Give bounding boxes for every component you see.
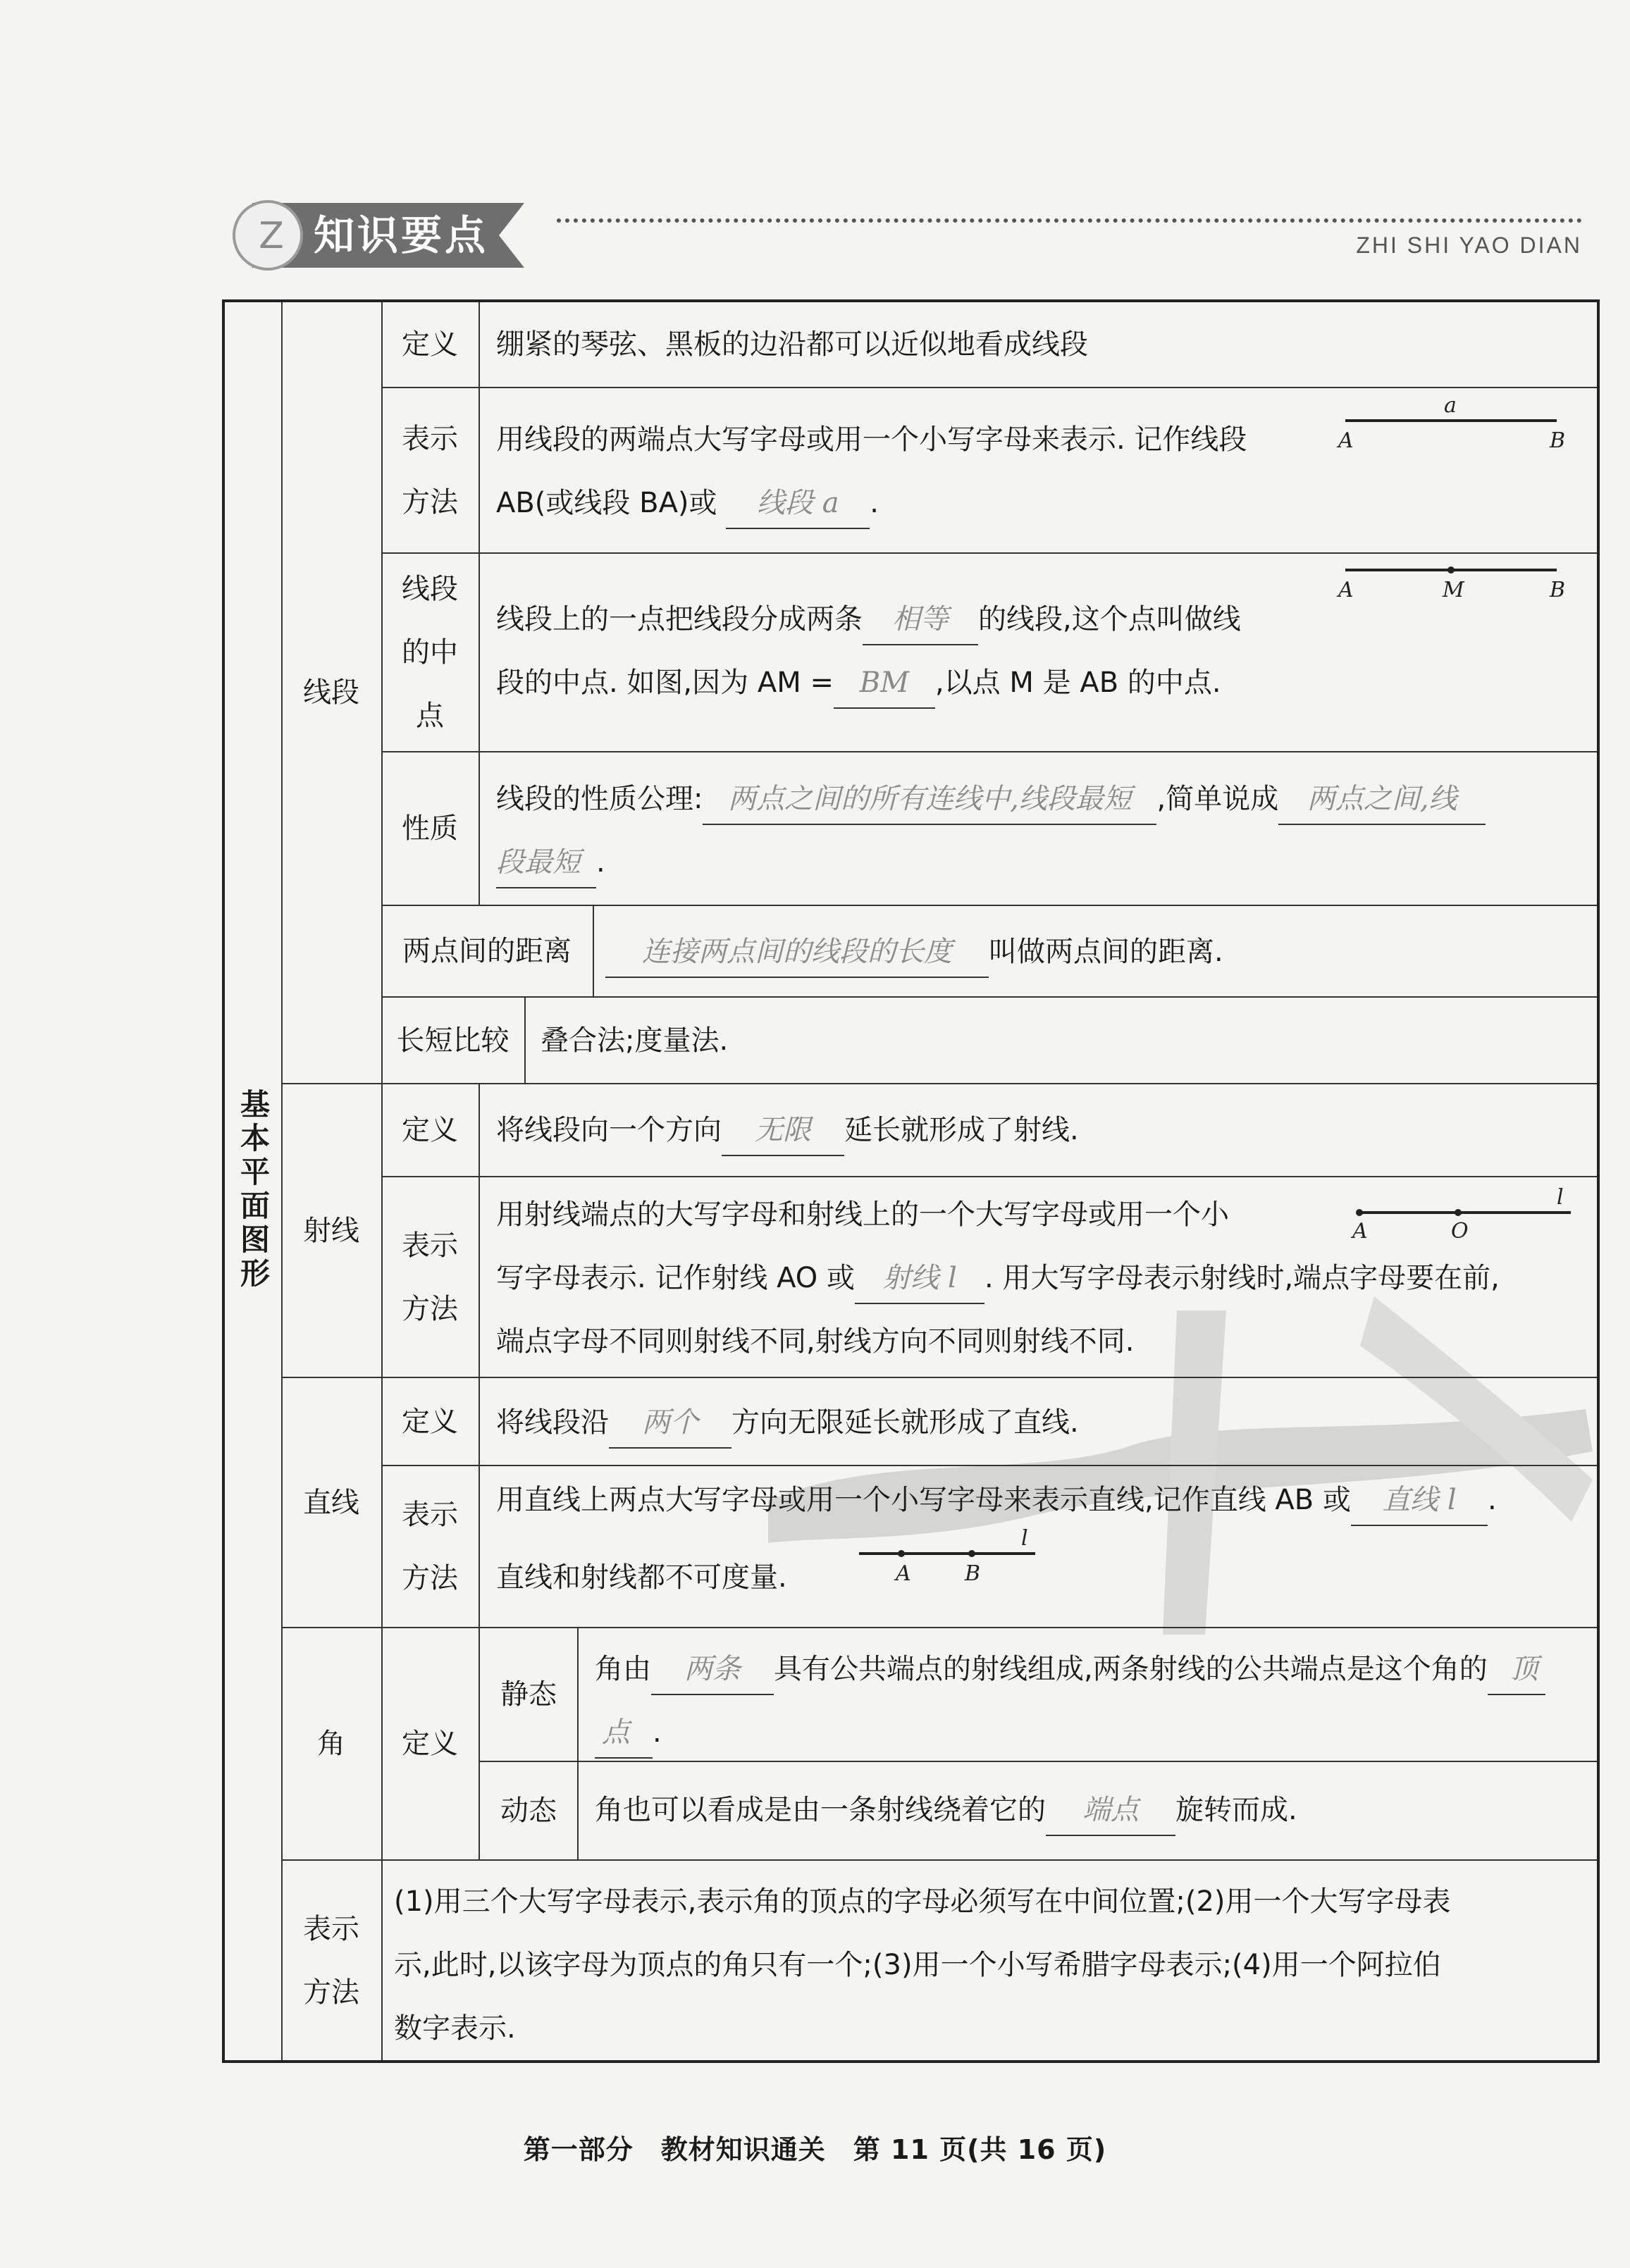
segment-label: 线段 xyxy=(303,676,359,709)
angle-static-answer1: 两条 xyxy=(651,1644,774,1695)
header-title: 知识要点 xyxy=(314,211,489,259)
property-answer1: 两点之间的所有连线中,线段最短 xyxy=(703,774,1156,825)
segment-notation-text1: 用线段的两端点大写字母或用一个小写字母来表示. 记作线段 xyxy=(496,423,1247,456)
ray-definition-line xyxy=(496,1098,1079,1162)
section-label: 基本平面图形 xyxy=(236,1089,271,1291)
line-notation-label: 表示方法 xyxy=(402,1499,458,1594)
ray-notation-line2 xyxy=(496,1246,1500,1310)
angle-dynamic-text2: 旋转而成. xyxy=(1175,1794,1297,1826)
midpoint-answer1: 相等 xyxy=(863,595,978,645)
segment-definition-text: 绷紧的琴弦、黑板的边沿都可以近似地看成线段 xyxy=(496,328,1088,361)
line-definition-label: 定义 xyxy=(402,1405,458,1438)
header-badge-letter: Z xyxy=(259,215,284,257)
angle-static-text1: 角由 xyxy=(595,1653,651,1685)
angle-definition-label: 定义 xyxy=(402,1728,458,1760)
angle-notation-line2: 示,此时,以该字母为顶点的角只有一个;(3)用一个小写希腊字母表示;(4)用一个阿拉伯 xyxy=(394,1949,1441,1981)
line-definition-line xyxy=(496,1391,1079,1454)
segment-compare-label: 长短比较 xyxy=(396,1024,510,1057)
segment-midpoint-line2 xyxy=(496,651,1221,714)
angle-static-line1 xyxy=(595,1637,1545,1701)
header-dotted-rule xyxy=(557,218,1582,223)
segment-midpoint-line1 xyxy=(496,588,1241,651)
fig-point-a: A xyxy=(1352,1219,1368,1244)
angle-static-answer2b: 点 xyxy=(595,1708,653,1759)
fig-point-m: M xyxy=(1443,578,1464,602)
segment-notation-text2: AB(或线段 BA)或 xyxy=(496,487,717,519)
fig-point-b: B xyxy=(1550,428,1566,453)
segment-ab-figure xyxy=(1338,393,1571,453)
fig-point-a: A xyxy=(1338,578,1354,602)
distance-answer: 连接两点间的线段的长度 xyxy=(605,927,989,978)
line-notation-answer: 直线 l xyxy=(1351,1475,1488,1526)
line-notation-text2: 直线和射线都不可度量. xyxy=(496,1561,787,1594)
midpoint-text3: 段的中点. 如图,因为 AM = xyxy=(496,667,834,699)
property-answer2b: 段最短 xyxy=(496,838,596,888)
property-answer2a: 两点之间,线 xyxy=(1278,774,1486,825)
fig-label-a: a xyxy=(1444,393,1457,418)
angle-dynamic-text1: 角也可以看成是由一条射线绕着它的 xyxy=(595,1794,1046,1826)
segment-midpoint-label: 线段的中点 xyxy=(402,573,458,732)
angle-static-label: 静态 xyxy=(500,1678,557,1711)
ray-notation-text3: . 用大写字母表示射线时,端点字母要在前, xyxy=(984,1262,1500,1294)
segment-amb-figure xyxy=(1338,556,1571,612)
line-notation-text1: 用直线上两点大写字母或用一个小写字母来表示直线,记作直线 AB 或 xyxy=(496,1484,1351,1516)
page-footer: 第一部分 教材知识通关 第 11 页(共 16 页) xyxy=(523,2134,1107,2165)
line-def-answer: 两个 xyxy=(609,1398,731,1449)
angle-static-end: . xyxy=(653,1716,662,1749)
angle-static-line2 xyxy=(595,1701,662,1764)
angle-dynamic-line xyxy=(595,1778,1297,1842)
fig-point-a: A xyxy=(1338,428,1354,453)
segment-notation-label: 表示方法 xyxy=(402,422,458,519)
segment-compare-text: 叠合法;度量法. xyxy=(541,1024,729,1057)
header-pinyin: ZHI SHI YAO DIAN xyxy=(1356,233,1582,258)
fig-label-l: l xyxy=(1021,1526,1028,1551)
fig-point-o: O xyxy=(1451,1219,1469,1244)
angle-label: 角 xyxy=(317,1728,345,1760)
segment-notation-line2 xyxy=(496,471,879,535)
ray-def-text2: 延长就形成了射线. xyxy=(844,1114,1079,1146)
line-def-text1: 将线段沿 xyxy=(496,1406,609,1439)
angle-static-answer2a: 顶 xyxy=(1488,1644,1545,1695)
ray-def-answer: 无限 xyxy=(722,1105,844,1156)
segment-notation-end: . xyxy=(870,487,879,519)
angle-notation-line3: 数字表示. xyxy=(394,2012,516,2045)
midpoint-text4: ,以点 M 是 AB 的中点. xyxy=(934,667,1221,699)
ray-notation-answer: 射线 l xyxy=(855,1253,984,1304)
ray-def-text1: 将线段向一个方向 xyxy=(496,1114,722,1146)
angle-notation-line1: (1)用三个大写字母表示,表示角的顶点的字母必须写在中间位置;(2)用一个大写字母表 xyxy=(394,1885,1451,1918)
midpoint-text1: 线段上的一点把线段分成两条 xyxy=(496,603,863,636)
ray-notation-label: 表示方法 xyxy=(402,1229,458,1325)
midpoint-answer2: BM xyxy=(834,658,935,709)
ray-notation-text2: 写字母表示. 记作射线 AO 或 xyxy=(496,1262,856,1294)
fig-point-b: B xyxy=(1550,578,1566,602)
line-notation-line1 xyxy=(496,1468,1497,1532)
ray-label: 射线 xyxy=(303,1214,359,1247)
segment-notation-answer: 线段 a xyxy=(726,478,870,529)
segment-property-label: 性质 xyxy=(402,812,458,845)
knowledge-table xyxy=(222,299,1600,2063)
segment-property-line2 xyxy=(496,831,605,894)
property-text2: ,简单说成 xyxy=(1156,783,1279,815)
ray-ao-figure xyxy=(1352,1183,1585,1244)
segment-definition-label: 定义 xyxy=(402,328,458,361)
distance-text: 叫做两点间的距离. xyxy=(989,936,1223,968)
segment-distance-line xyxy=(605,920,1223,984)
ray-notation-text4: 端点字母不同则射线不同,射线方向不同则射线不同. xyxy=(496,1325,1135,1358)
fig-point-a: A xyxy=(896,1561,911,1586)
angle-static-text2: 具有公共端点的射线组成,两条射线的公共端点是这个角的 xyxy=(774,1653,1488,1685)
segment-distance-label: 两点间的距离 xyxy=(402,935,572,967)
line-label: 直线 xyxy=(303,1486,359,1519)
angle-dynamic-answer: 端点 xyxy=(1046,1785,1175,1836)
ray-notation-text1: 用射线端点的大写字母和射线上的一个大写字母或用一个小 xyxy=(496,1198,1229,1231)
line-notation-end: . xyxy=(1487,1484,1497,1516)
fig-point-b: B xyxy=(965,1561,981,1586)
property-text1: 线段的性质公理: xyxy=(496,783,703,815)
angle-notation-label: 表示方法 xyxy=(303,1912,359,2009)
angle-dynamic-label: 动态 xyxy=(500,1795,557,1827)
segment-property-line1 xyxy=(496,767,1486,831)
line-def-text2: 方向无限延长就形成了直线. xyxy=(731,1406,1079,1439)
line-ab-figure xyxy=(859,1526,1070,1590)
ray-definition-label: 定义 xyxy=(402,1114,458,1146)
midpoint-text2: 的线段,这个点叫做线 xyxy=(978,603,1241,636)
property-end: . xyxy=(596,846,605,879)
fig-label-l: l xyxy=(1557,1185,1564,1210)
